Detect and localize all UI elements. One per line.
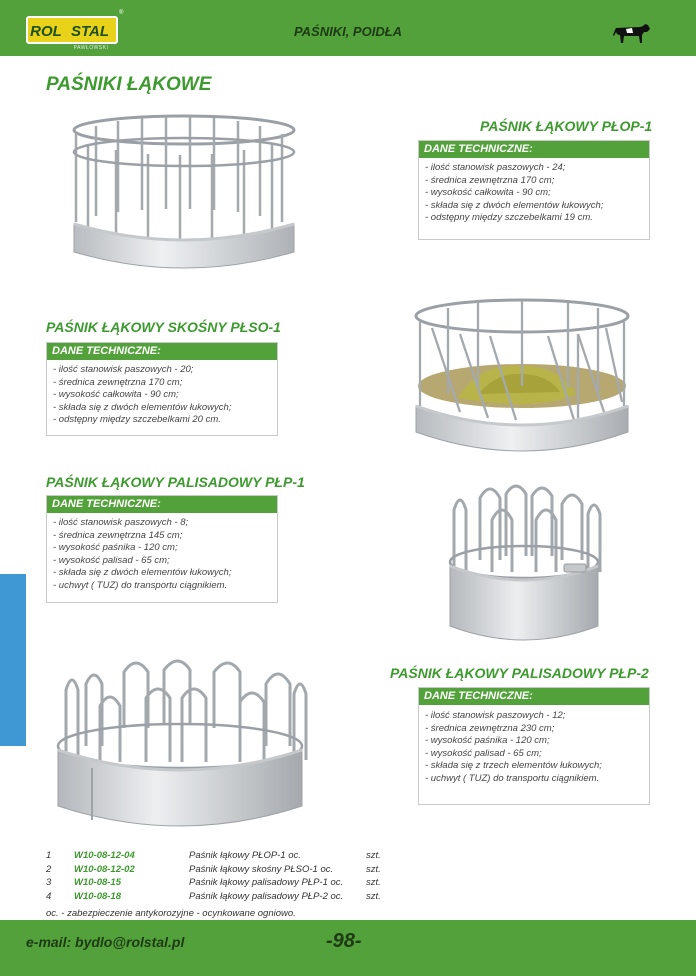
logo-left-part: ROL bbox=[26, 16, 66, 44]
product-code: W10-08-12-04 bbox=[74, 850, 135, 861]
spec-item: - składa się z dwóch elementów łukowych; bbox=[425, 199, 604, 211]
logo-right-part: STAL bbox=[64, 16, 118, 44]
spec-item: - wysokość palisad - 65 cm; bbox=[53, 554, 170, 566]
contact-email[interactable]: e-mail: bydlo@rolstal.pl bbox=[26, 934, 185, 950]
spec-item: - ilość stanowisk paszowych - 12; bbox=[425, 710, 566, 721]
spec-list bbox=[47, 513, 277, 597]
spec-item: - średnica zewnętrzna 170 cm; bbox=[425, 174, 555, 186]
spec-heading: DANE TECHNICZNE: bbox=[419, 141, 649, 158]
spec-item: - ilość stanowisk paszowych - 24; bbox=[425, 162, 566, 173]
row-number: 2 bbox=[46, 863, 52, 875]
spec-item: - wysokość całkowita - 90 cm; bbox=[53, 389, 179, 401]
product-name: Paśnik łąkowy palisadowy PŁP-2 oc. bbox=[189, 890, 344, 902]
product-name: Paśnik łąkowy PŁOP-1 oc. bbox=[189, 850, 301, 861]
spec-item: - składa się z dwóch elementów łukowych; bbox=[53, 567, 232, 579]
product-image-plop1 bbox=[60, 112, 308, 278]
spec-item: - wysokość palisad - 65 cm; bbox=[425, 747, 542, 759]
side-tab-marker bbox=[0, 574, 26, 746]
spec-item: - wysokość paśnika - 120 cm; bbox=[425, 735, 550, 747]
spec-heading: DANE TECHNICZNE: bbox=[47, 496, 277, 513]
unit: szt. bbox=[366, 863, 381, 875]
product-code: W10-08-12-02 bbox=[74, 863, 135, 875]
spec-item: - składa się z dwóch elementów łukowych; bbox=[53, 401, 232, 413]
product-title-plp2: PAŚNIK ŁĄKOWY PALISADOWY PŁP-2 bbox=[390, 665, 649, 681]
unit: szt. bbox=[366, 877, 381, 888]
coating-note: oc. - zabezpieczenie antykorozyjne - ocynkowane ogniowo. bbox=[46, 908, 296, 919]
spec-box-plp1 bbox=[46, 495, 278, 603]
spec-item: - średnica zewnętrzna 230 cm; bbox=[425, 722, 555, 734]
spec-item: - odstępny między szczebelkami 20 cm. bbox=[53, 414, 221, 426]
spec-box-plp2 bbox=[418, 687, 650, 805]
unit: szt. bbox=[366, 890, 381, 902]
spec-item: - uchwyt ( TUZ) do transportu ciągnikiem. bbox=[425, 772, 600, 784]
spec-item: - składa się z trzech elementów łukowych; bbox=[425, 760, 602, 772]
spec-list bbox=[419, 705, 649, 790]
spec-item: - ilość stanowisk paszowych - 8; bbox=[53, 517, 189, 528]
product-image-plso1 bbox=[408, 294, 636, 456]
spec-item: - ilość stanowisk paszowych - 20; bbox=[53, 364, 194, 375]
spec-list bbox=[47, 360, 277, 431]
spec-item: - wysokość paśnika - 120 cm; bbox=[53, 542, 178, 554]
spec-box-plop1 bbox=[418, 140, 650, 240]
product-name: Paśnik łąkowy skośny PŁSO-1 oc. bbox=[189, 863, 334, 875]
registered-mark: ® bbox=[119, 10, 124, 16]
product-title-plop1: PAŚNIK ŁĄKOWY PŁOP-1 bbox=[480, 118, 653, 134]
spec-list bbox=[419, 158, 649, 229]
spec-item: - uchwyt ( TUZ) do transportu ciągnikiem. bbox=[53, 579, 228, 591]
section-title: PAŚNIKI, POIDŁA bbox=[293, 24, 403, 39]
row-number: 3 bbox=[46, 877, 52, 888]
spec-item: - średnica zewnętrzna 145 cm; bbox=[53, 529, 183, 541]
product-image-plp1 bbox=[440, 480, 608, 650]
product-image-plp2 bbox=[40, 650, 312, 840]
cow-icon bbox=[612, 22, 652, 44]
spec-heading: DANE TECHNICZNE: bbox=[419, 688, 649, 705]
spec-item: - odstępny między szczebelkami 19 cm. bbox=[425, 212, 593, 224]
spec-box-plso1 bbox=[46, 342, 278, 436]
product-name: Paśnik łąkowy palisadowy PŁP-1 oc. bbox=[189, 877, 344, 888]
row-number: 4 bbox=[46, 890, 52, 902]
spec-item: - wysokość całkowita - 90 cm; bbox=[425, 187, 551, 199]
spec-heading: DANE TECHNICZNE: bbox=[47, 343, 277, 360]
unit: szt. bbox=[366, 850, 381, 861]
product-title-plp1: PAŚNIK ŁĄKOWY PALISADOWY PŁP-1 bbox=[46, 474, 305, 490]
product-code: W10-08-18 bbox=[74, 890, 121, 902]
spec-item: - średnica zewnętrzna 170 cm; bbox=[53, 376, 183, 388]
logo-subtitle: PAWŁOWSKI bbox=[73, 45, 109, 51]
product-code: W10-08-15 bbox=[74, 877, 121, 888]
page-title: PAŚNIKI ŁĄKOWE bbox=[46, 74, 212, 95]
product-title-plso1: PAŚNIK ŁĄKOWY SKOŚNY PŁSO-1 bbox=[46, 319, 281, 335]
page-number: -98- bbox=[326, 930, 362, 952]
row-number: 1 bbox=[46, 850, 52, 861]
